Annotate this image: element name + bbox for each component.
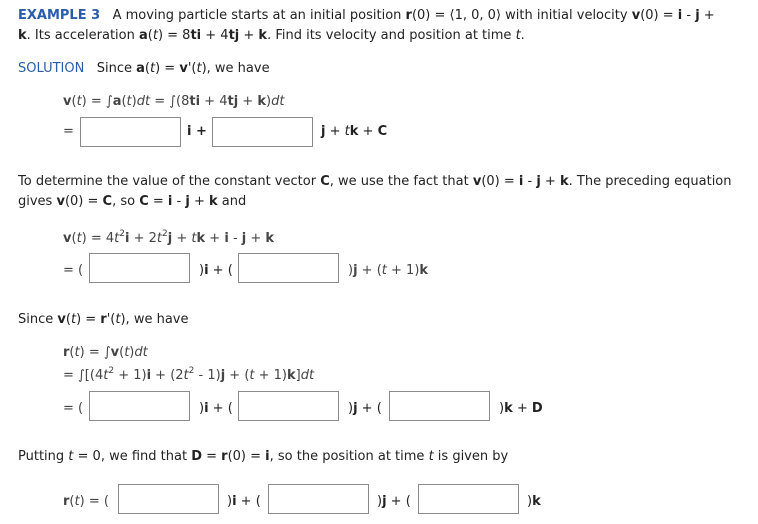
text: ) bbox=[199, 401, 205, 416]
text: To determine the value of the constant vector bbox=[18, 174, 321, 189]
text: + 2 bbox=[129, 231, 157, 246]
vector-k: k bbox=[419, 263, 429, 278]
problem-text: (0) = ⟨1, 0, 0⟩ with initial velocity bbox=[411, 8, 632, 23]
text: ) bbox=[348, 401, 354, 416]
vector-a: a bbox=[138, 28, 148, 43]
vector-i: i bbox=[232, 494, 237, 509]
term-i-plus-open bbox=[227, 494, 261, 509]
vector-i: i bbox=[204, 401, 209, 416]
example-label: EXAMPLE 3 bbox=[18, 8, 101, 23]
text: = 0, we find that bbox=[73, 449, 192, 464]
var-t: t bbox=[249, 368, 255, 383]
vector-v: v bbox=[63, 94, 72, 109]
vector-i: i bbox=[204, 263, 209, 278]
vector-j: j bbox=[220, 368, 226, 383]
text: ) = 4 bbox=[81, 231, 115, 246]
text: ), we have bbox=[201, 61, 270, 76]
equals-sign: = bbox=[63, 124, 74, 139]
text: + ( bbox=[357, 401, 382, 416]
solution-intro bbox=[18, 59, 270, 79]
text: + ( bbox=[225, 368, 250, 383]
text: ) bbox=[377, 494, 383, 509]
equation-r-integral bbox=[63, 343, 148, 363]
text: - bbox=[523, 174, 537, 189]
text: + (2 bbox=[151, 368, 184, 383]
answer-box-4[interactable] bbox=[238, 253, 339, 283]
problem-text: ) = 8 bbox=[157, 28, 191, 43]
solution-label: SOLUTION bbox=[18, 61, 85, 76]
vector-d: D bbox=[531, 401, 543, 416]
vector-v: v bbox=[63, 231, 72, 246]
text: ) = bbox=[76, 312, 101, 327]
term-ti: ti bbox=[190, 28, 202, 43]
answer-box-7[interactable] bbox=[389, 391, 490, 421]
term-j-tk bbox=[348, 263, 428, 278]
text: + ( bbox=[208, 401, 233, 416]
term-j-plus-open bbox=[348, 401, 382, 416]
text: + bbox=[189, 194, 209, 209]
text: Since bbox=[96, 61, 137, 76]
paragraph-constant-d bbox=[18, 447, 508, 467]
text: ) = ( bbox=[79, 494, 109, 509]
var-t: t bbox=[70, 312, 77, 327]
var-t: t bbox=[126, 94, 132, 109]
text: ) bbox=[348, 263, 354, 278]
exponent: 2 bbox=[188, 365, 195, 376]
var-t: t bbox=[76, 94, 82, 109]
term-i-plus-open bbox=[199, 263, 233, 278]
text: - bbox=[228, 231, 242, 246]
vector-k: k bbox=[257, 94, 266, 109]
text: , so the position at time bbox=[269, 449, 429, 464]
text: ) = ∫ bbox=[79, 345, 111, 360]
problem-text: - bbox=[682, 8, 696, 23]
text: ( bbox=[119, 345, 125, 360]
var-t: t bbox=[68, 449, 74, 464]
problem-text: + bbox=[239, 28, 259, 43]
var-t: t bbox=[515, 28, 521, 43]
vector-j: j bbox=[695, 8, 700, 23]
answer-box-3[interactable] bbox=[89, 253, 190, 283]
var-t: t bbox=[183, 368, 189, 383]
term-k-plus-d bbox=[499, 401, 543, 416]
vector-j: j bbox=[321, 124, 326, 139]
vector-k: k bbox=[196, 231, 206, 246]
text: ) bbox=[131, 94, 137, 109]
text: ( bbox=[121, 94, 127, 109]
text: '( bbox=[106, 312, 116, 327]
exponent: 2 bbox=[162, 228, 168, 239]
text: ) = ∫ bbox=[81, 94, 113, 109]
vector-r: r bbox=[221, 449, 228, 464]
term-j-tk-c bbox=[321, 124, 387, 139]
equals-open-paren: = ( bbox=[63, 263, 84, 278]
answer-box-1[interactable] bbox=[80, 117, 181, 147]
vector-r: r bbox=[405, 8, 412, 23]
text: (0) = bbox=[481, 174, 519, 189]
equation-v-expanded bbox=[63, 229, 274, 249]
vector-k: k bbox=[532, 494, 541, 509]
text: + bbox=[540, 174, 560, 189]
var-t: t bbox=[191, 231, 197, 246]
equation-v-integral bbox=[63, 92, 284, 112]
vector-c: C bbox=[320, 174, 330, 189]
var-dt: dt bbox=[300, 368, 315, 383]
text: and bbox=[217, 194, 247, 209]
text: . The preceding equation bbox=[568, 174, 732, 189]
problem-line-2: k. Its acceleration a(t) = 8ti + 4tj + k. Find its velocity and position at time t. bbox=[18, 28, 525, 43]
paragraph-constant-c-1 bbox=[18, 172, 732, 192]
text: + bbox=[238, 94, 258, 109]
var-t: t bbox=[156, 231, 163, 246]
var-t: t bbox=[115, 312, 121, 327]
answer-box-6[interactable] bbox=[238, 391, 339, 421]
var-t: t bbox=[74, 494, 80, 509]
vector-k: k bbox=[349, 124, 359, 139]
vector-i: i + bbox=[187, 124, 207, 139]
text: ( bbox=[69, 494, 75, 509]
answer-box-10[interactable] bbox=[418, 484, 519, 514]
var-dt: dt bbox=[136, 94, 151, 109]
vector-v: v bbox=[56, 194, 65, 209]
vector-k: k bbox=[209, 194, 218, 209]
text: , we use the fact that bbox=[329, 174, 473, 189]
var-dt: dt bbox=[271, 94, 285, 109]
text: ) bbox=[499, 401, 505, 416]
var-t: t bbox=[149, 61, 156, 76]
vector-k: k bbox=[287, 368, 296, 383]
text: ) bbox=[129, 345, 135, 360]
vector-i: i bbox=[146, 368, 152, 383]
var-t: t bbox=[124, 345, 130, 360]
text: + bbox=[205, 231, 225, 246]
text: + ( bbox=[386, 494, 411, 509]
text: (0) = bbox=[64, 194, 103, 209]
problem-text: (0) = bbox=[640, 8, 678, 23]
vector-r: r bbox=[100, 312, 107, 327]
vector-j: j bbox=[353, 263, 358, 278]
vector-j: j bbox=[185, 194, 190, 209]
problem-text: + bbox=[699, 8, 715, 23]
vector-v: v bbox=[57, 312, 66, 327]
text: + ( bbox=[357, 263, 382, 278]
var-t: t bbox=[152, 28, 158, 43]
text: = ∫[(4 bbox=[63, 368, 104, 383]
var-t: t bbox=[428, 449, 434, 464]
problem-line-1 bbox=[18, 6, 715, 26]
vector-k: k bbox=[265, 231, 275, 246]
text: , so bbox=[112, 194, 140, 209]
text: gives bbox=[18, 194, 57, 209]
vector-v: v bbox=[631, 8, 641, 23]
text: ( bbox=[69, 345, 75, 360]
vector-k: k bbox=[559, 174, 569, 189]
problem-text: + 4 bbox=[201, 28, 229, 43]
problem-text: A moving particle starts at an initial position bbox=[112, 8, 406, 23]
text: + 4 bbox=[200, 94, 228, 109]
text: ( bbox=[71, 231, 77, 246]
r-of-t-equals bbox=[63, 494, 109, 509]
text: - bbox=[172, 194, 186, 209]
text: ), we have bbox=[120, 312, 189, 327]
text: ( bbox=[65, 312, 71, 327]
vector-j: j bbox=[353, 401, 358, 416]
vector-j: j bbox=[536, 174, 541, 189]
vector-i: i bbox=[677, 8, 683, 23]
answer-box-8[interactable] bbox=[118, 484, 219, 514]
answer-box-9[interactable] bbox=[268, 484, 369, 514]
text: - 1) bbox=[194, 368, 221, 383]
text: Putting bbox=[18, 449, 69, 464]
vector-i: i bbox=[125, 231, 130, 246]
term-tj: tj bbox=[228, 28, 240, 43]
text: ] bbox=[295, 368, 301, 383]
text: Since bbox=[18, 312, 58, 327]
vector-k: k bbox=[504, 401, 513, 416]
paragraph-constant-c-2 bbox=[18, 192, 246, 212]
text: = bbox=[148, 194, 168, 209]
text: + 1) bbox=[386, 263, 420, 278]
vector-c: C bbox=[377, 124, 388, 139]
term-k bbox=[527, 494, 541, 509]
vector-j: j bbox=[241, 231, 247, 246]
term-j-plus-open bbox=[377, 494, 411, 509]
problem-text: . Its acceleration bbox=[26, 28, 139, 43]
text: ) bbox=[199, 263, 205, 278]
vector-i: i bbox=[224, 231, 229, 246]
vector-a: a bbox=[136, 61, 145, 76]
text: ) bbox=[227, 494, 233, 509]
vector-c: C bbox=[139, 194, 149, 209]
vector-j: j bbox=[167, 231, 173, 246]
vector-a: a bbox=[112, 94, 122, 109]
text: ( bbox=[144, 61, 150, 76]
vector-c: C bbox=[102, 194, 113, 209]
answer-box-5[interactable] bbox=[89, 391, 190, 421]
term-i-plus-open bbox=[199, 401, 233, 416]
term-ti: ti bbox=[189, 94, 201, 109]
var-t: t bbox=[114, 231, 120, 246]
var-t: t bbox=[74, 345, 80, 360]
text: + 1) bbox=[114, 368, 147, 383]
term-i-plus bbox=[187, 124, 207, 139]
text: + ( bbox=[236, 494, 261, 509]
text: + bbox=[325, 124, 345, 139]
paragraph-r-derivative bbox=[18, 310, 188, 330]
var-dt: dt bbox=[134, 345, 148, 360]
vector-k: k bbox=[258, 28, 268, 43]
text: ) bbox=[527, 494, 533, 509]
vector-r: r bbox=[63, 345, 70, 360]
text: '( bbox=[187, 61, 197, 76]
problem-text: . bbox=[520, 28, 525, 43]
text: (0) = bbox=[227, 449, 266, 464]
vector-v: v bbox=[110, 345, 120, 360]
text: + bbox=[172, 231, 192, 246]
vector-i: i bbox=[518, 174, 524, 189]
var-t: t bbox=[103, 368, 109, 383]
exponent: 2 bbox=[119, 228, 126, 239]
text: ) bbox=[265, 94, 272, 109]
text: + 1) bbox=[254, 368, 287, 383]
vector-j: j bbox=[382, 494, 387, 509]
text: + bbox=[512, 401, 532, 416]
problem-text: . Find its velocity and position at time bbox=[267, 28, 516, 43]
vector-r: r bbox=[63, 494, 70, 509]
term-tj: tj bbox=[227, 94, 239, 109]
vector-v: v bbox=[179, 61, 188, 76]
vector-i: i bbox=[265, 449, 270, 464]
text: = bbox=[202, 449, 222, 464]
var-t: t bbox=[196, 61, 202, 76]
vector-d: D bbox=[191, 449, 202, 464]
var-t: t bbox=[381, 263, 387, 278]
var-t: t bbox=[344, 124, 350, 139]
equation-r-expanded bbox=[63, 366, 314, 386]
text: ) = bbox=[155, 61, 180, 76]
text: is given by bbox=[433, 449, 509, 464]
text: + bbox=[358, 124, 378, 139]
vector-i: i bbox=[167, 194, 173, 209]
text: ( bbox=[71, 94, 77, 109]
answer-box-2[interactable] bbox=[212, 117, 313, 147]
text: + ( bbox=[208, 263, 233, 278]
var-t: t bbox=[76, 231, 82, 246]
vector-v: v bbox=[472, 174, 482, 189]
text: + bbox=[246, 231, 266, 246]
vector-k: k bbox=[18, 28, 27, 43]
text: = ∫(8 bbox=[150, 94, 190, 109]
exponent: 2 bbox=[108, 365, 115, 376]
equals-open-paren: = ( bbox=[63, 401, 84, 416]
